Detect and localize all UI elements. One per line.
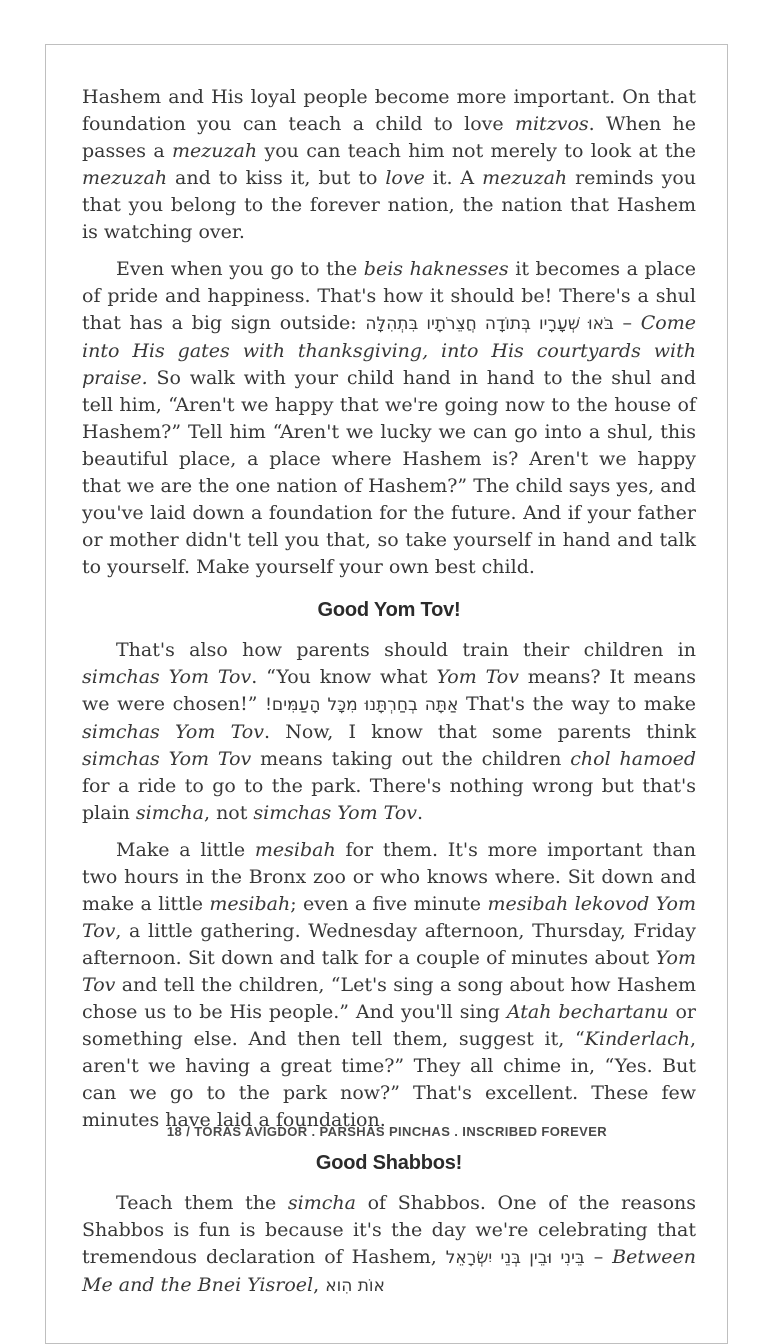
italic-text: chol hamoed: [570, 748, 696, 770]
hebrew-phrase: בֵּינִי וּבֵין בְּנֵי יִשְׂרָאֵל: [445, 1248, 585, 1268]
italic-text: simchas Yom Tov: [253, 802, 418, 824]
body-text: That's also how parents should train their children in: [116, 639, 696, 661]
hebrew-phrase: בֹּאוּ שְׁעָרָיו בְּתוֹדָה חֲצֵרֹתָיו בִּתְהִלָּה: [365, 314, 614, 334]
body-text: Teach them the: [116, 1192, 288, 1214]
body-text: ; even a five minute: [290, 893, 488, 915]
italic-text: mesibah: [209, 893, 291, 915]
paragraph: [82, 637, 696, 827]
body-text: . “You know what: [251, 666, 437, 688]
body-text: .: [417, 802, 424, 824]
body-text: Even when you go to the: [116, 258, 364, 280]
italic-text: Come into His gates with thanksgiving, into His courtyards with praise.: [82, 312, 696, 389]
italic-text: mesibah: [254, 839, 336, 861]
body-text: , not: [203, 802, 254, 824]
italic-text: love: [385, 167, 425, 189]
body-text: . Now, I know that some parents think: [263, 721, 696, 743]
body-text: it becomes a place of pride and happiness. That's how it should be! There's a shul that has a big sign outside:: [82, 258, 696, 334]
italic-text: mezuzah: [172, 140, 258, 162]
body-text: Hashem and His loyal people become more important. On that foundation you can teach a child to love: [82, 86, 696, 135]
italic-text: simchas Yom Tov: [82, 721, 264, 743]
body-text: for a ride to go to the park. There's nothing wrong but that's plain: [82, 775, 696, 824]
body-text: means? It means we were chosen!”: [82, 666, 696, 715]
page-footer: 18 / TORAS AVIGDOR . PARSHAS PINCHAS . INSCRIBED FOREVER: [166, 1124, 608, 1139]
italic-text: simchas Yom Tov: [82, 666, 252, 688]
section-heading: Good Yom Tov!: [317, 599, 461, 621]
body-text: means taking out the children: [251, 748, 571, 770]
hebrew-phrase: אַתָּה בְחַרְתָּנוּ מִכָּל הָעַמִּים!: [265, 695, 459, 715]
italic-text: simcha: [287, 1192, 356, 1214]
body-text: . When he passes a: [82, 113, 696, 162]
body-text: you can teach him not merely to look at the: [257, 140, 696, 162]
body-text: –: [613, 312, 641, 334]
section-heading: Good Shabbos!: [315, 1152, 463, 1174]
body-text: ,: [313, 1274, 326, 1296]
italic-text: simcha: [135, 802, 204, 824]
body-text: That's the way to make: [458, 693, 696, 715]
paragraph: [82, 256, 696, 581]
body-text: and tell the children, “Let's sing a song about how Hashem chose us to be His people.” And you'll sing: [82, 974, 696, 1023]
body-text: , a little gathering. Wednesday afternoon, Thursday, Friday afternoon. Sit down and talk for a couple of minutes about: [82, 920, 696, 969]
italic-text: mezuzah: [82, 167, 168, 189]
body-text: for them. It's more important than two hours in the Bronx zoo or who knows where. Sit down and make a little: [82, 839, 696, 915]
body-text: or something else. And then tell them, suggest it, “: [82, 1001, 697, 1050]
body-text: of Shabbos. One of the reasons Shabbos is fun is because it's the day we're celebrating that tremendous declaration of Hashem,: [82, 1192, 697, 1268]
italic-text: mitzvos: [514, 113, 589, 135]
body-text: reminds you that you belong to the forever nation, the nation that Hashem is watching over.: [82, 167, 697, 243]
body-text: , aren't we having a great time?” They all chime in, “Yes. But can we go to the park now?” That's excellent. These few minutes have laid a foundation.: [82, 1028, 696, 1131]
body-text: it. A: [424, 167, 483, 189]
italic-text: mesibah lekovod Yom Tov: [82, 893, 696, 942]
hebrew-phrase: אוֹת הִוא: [325, 1276, 385, 1296]
italic-text: Yom Tov: [436, 666, 519, 688]
italic-text: simchas Yom Tov: [82, 748, 252, 770]
italic-text: mezuzah: [482, 167, 568, 189]
paragraph: [82, 1190, 696, 1300]
italic-text: Atah bechartanu: [506, 1001, 669, 1023]
body-text: and to kiss it, but to: [167, 167, 386, 189]
italic-text: Between Me and the Bnei Yisroel: [82, 1246, 696, 1296]
body-text: Make a little: [116, 839, 255, 861]
body-text: –: [584, 1246, 613, 1268]
paragraph: [82, 84, 696, 246]
italic-text: Kinderlach: [584, 1028, 690, 1050]
italic-text: Yom Tov: [82, 947, 696, 996]
body-text: So walk with your child hand in hand to the shul and tell him, “Aren't we happy that we're going now to the house of Hashem?” Tell him “Aren't we lucky we can go into a shul, this beautiful place, a place where Hashem is? Aren't we happy that we are the one nation of Hashem?” The child says yes, and you've laid down a foundation for the future. And if your father or mother didn't tell you that, so take yourself in hand and talk to yourself. Make yourself your own best child.: [82, 367, 696, 578]
paragraph: [82, 837, 696, 1134]
italic-text: beis haknesses: [363, 258, 509, 280]
